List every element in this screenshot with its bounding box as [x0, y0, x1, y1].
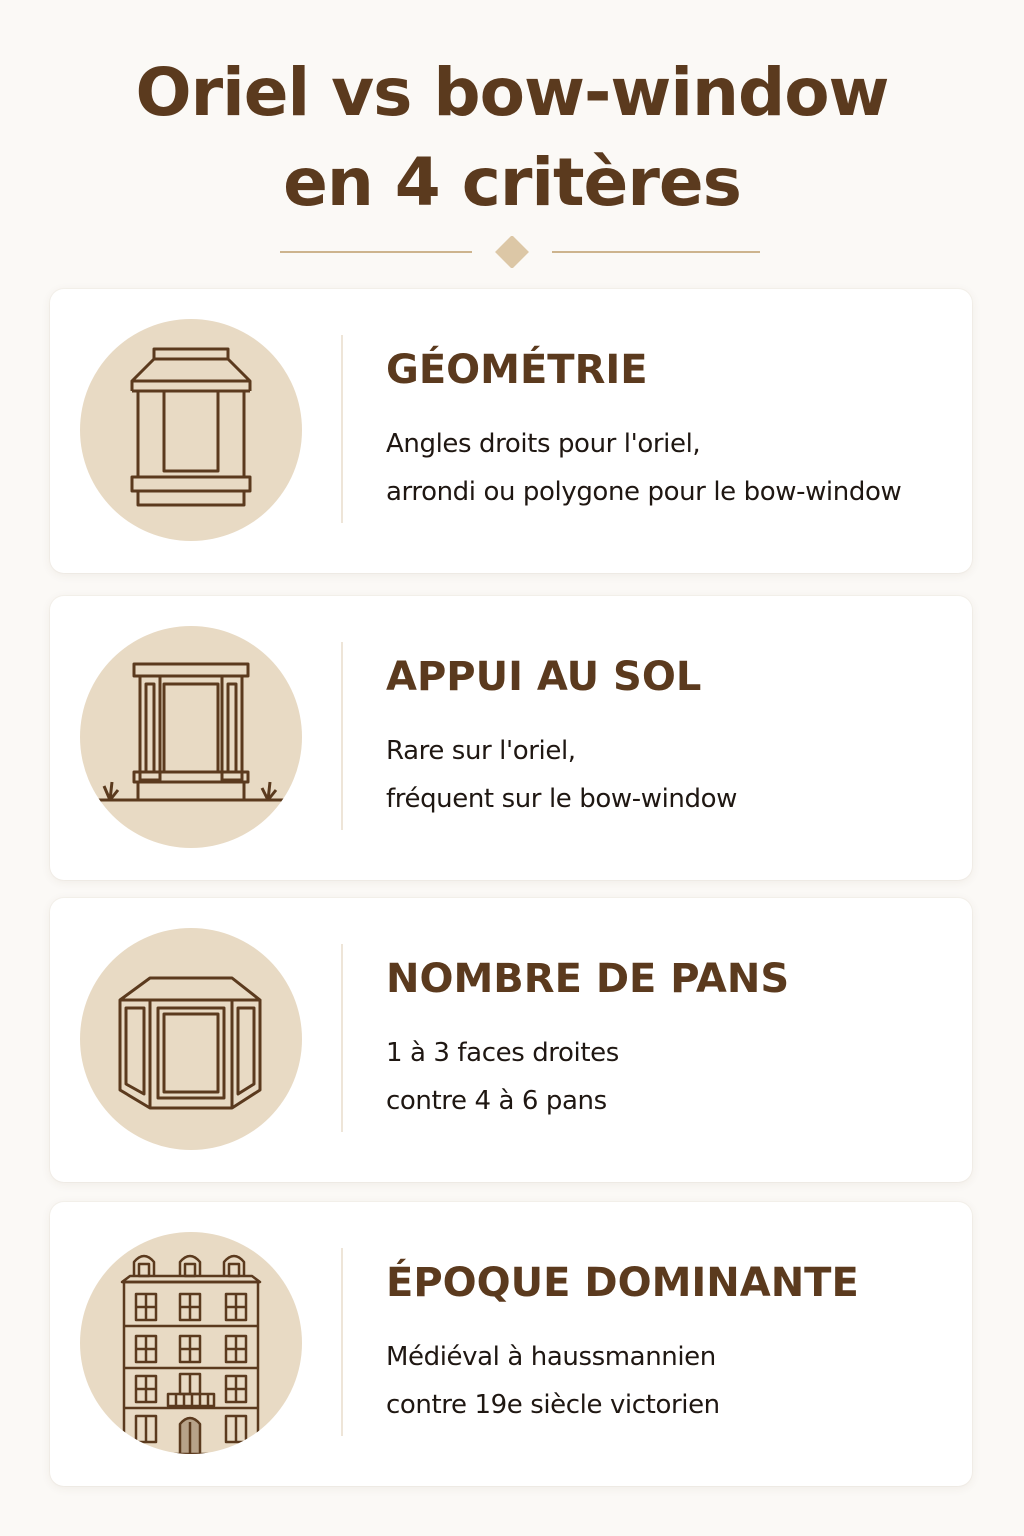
criterion-card-epoque-dominante — [50, 1202, 972, 1486]
card-separator — [341, 642, 343, 830]
criterion-description-line-1: Médiéval à haussmannien — [386, 1342, 716, 1372]
criterion-card-geometrie — [50, 289, 972, 573]
criterion-card-appui-au-sol — [50, 596, 972, 880]
page-title — [0, 48, 1024, 228]
criterion-icon-circle — [80, 626, 302, 848]
criterion-icon-circle — [80, 319, 302, 541]
criterion-description — [386, 420, 956, 516]
criterion-description — [386, 1333, 956, 1429]
criterion-description-line-2: arrondi ou polygone pour le bow-window — [386, 477, 902, 507]
criterion-description-line-2: fréquent sur le bow-window — [386, 784, 737, 814]
criterion-title: NOMBRE DE PANS — [386, 956, 790, 1002]
multi-panel-bay-window-icon — [80, 928, 302, 1150]
criterion-title: APPUI AU SOL — [386, 654, 702, 700]
oriel-window-icon — [80, 319, 302, 541]
card-separator — [341, 335, 343, 523]
criterion-description-line-2: contre 19e siècle victorien — [386, 1390, 720, 1420]
criterion-icon-circle — [80, 1232, 302, 1454]
card-separator — [341, 944, 343, 1132]
criterion-icon-circle — [80, 928, 302, 1150]
page-title-line-1: Oriel vs bow-window — [135, 54, 889, 131]
card-separator — [341, 1248, 343, 1436]
criterion-description — [386, 727, 956, 823]
criterion-title: ÉPOQUE DOMINANTE — [386, 1260, 859, 1306]
criterion-description-line-1: 1 à 3 faces droites — [386, 1038, 619, 1068]
criterion-description-line-2: contre 4 à 6 pans — [386, 1086, 607, 1116]
criterion-description — [386, 1029, 956, 1125]
criterion-title: GÉOMÉTRIE — [386, 347, 648, 393]
criterion-description-line-1: Rare sur l'oriel, — [386, 736, 576, 766]
divider-diamond-icon — [495, 236, 529, 268]
page-title-line-2: en 4 critères — [283, 144, 741, 221]
criterion-card-nombre-de-pans — [50, 898, 972, 1182]
title-divider — [0, 236, 1024, 268]
ground-supported-bay-window-icon — [80, 626, 302, 848]
haussmann-building-icon — [80, 1232, 302, 1454]
criterion-description-line-1: Angles droits pour l'oriel, — [386, 429, 701, 459]
